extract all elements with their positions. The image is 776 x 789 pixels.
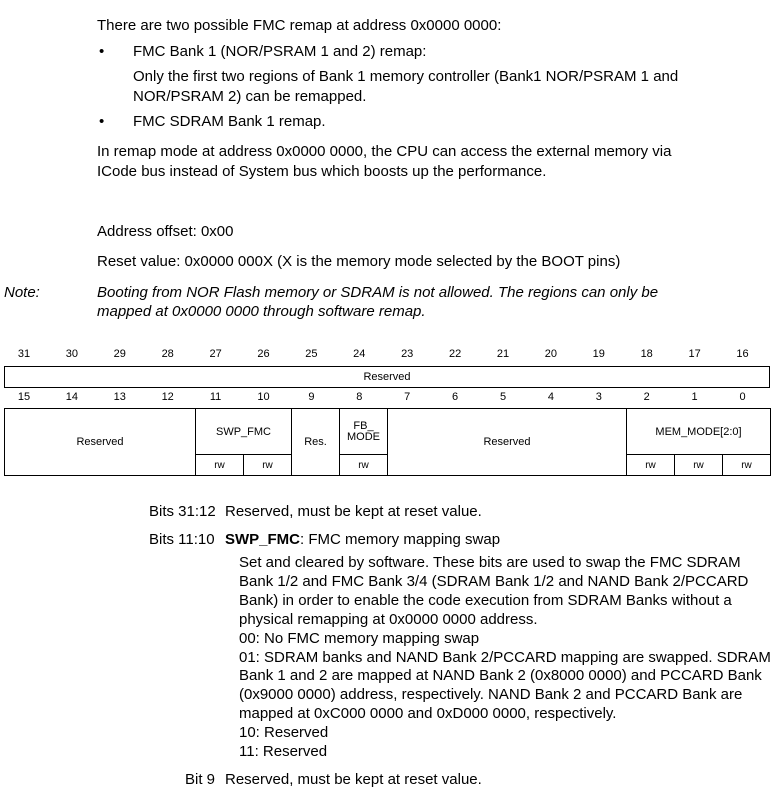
description-line: Bank) in order to enable the code execution from SDRAM Banks without a <box>239 591 732 609</box>
field-title: : FMC memory mapping swap <box>300 531 501 548</box>
address-offset: Address offset: 0x00 <box>97 223 234 240</box>
description-line: 01: SDRAM banks and NAND Bank 2/PCCARD mapping are swapped. SDRAM <box>239 648 771 666</box>
mem-mode-field: MEM_MODE[2:0] <box>627 409 771 455</box>
description-line: Set and cleared by software. These bits are used to swap the FMC SDRAM <box>239 554 741 571</box>
bullet-dot: • <box>99 43 105 60</box>
reserved-field: Reserved <box>5 367 770 388</box>
access-rw: rw <box>340 455 388 476</box>
reset-value: Reset value: 0x0000 000X (X is the memory mode selected by the BOOT pins) <box>97 253 621 270</box>
bit-number: 10 <box>257 391 270 403</box>
bit-number: 23 <box>401 348 414 360</box>
bit-number: 1 <box>691 391 698 403</box>
bit-number: 9 <box>308 391 315 403</box>
bit-number: 13 <box>113 391 126 403</box>
bit-number: 18 <box>640 348 653 360</box>
bit-range: Bits 11:10 <box>149 531 215 548</box>
bit-number: 25 <box>305 348 318 360</box>
access-rw: rw <box>723 455 771 476</box>
access-rw: rw <box>675 455 723 476</box>
paragraph-line: ICode bus instead of System bus which boosts up the performance. <box>97 163 547 180</box>
description-line: 11: Reserved <box>239 743 328 760</box>
bit-number: 24 <box>353 348 366 360</box>
bit-number: 21 <box>496 348 510 360</box>
bit-number: 8 <box>356 391 363 403</box>
bit-range: Bit 9 <box>185 771 216 788</box>
access-rw: rw <box>244 455 292 476</box>
bit-number: 28 <box>161 348 174 360</box>
fb-mode-label: MODE <box>347 430 380 443</box>
swp-fmc-field: SWP_FMC <box>196 409 292 455</box>
note-text: mapped at 0x0000 0000 through software remap. <box>97 303 426 320</box>
bit-number: 5 <box>499 391 507 403</box>
res-field: Res. <box>292 409 340 476</box>
reserved-field: Reserved <box>388 409 627 476</box>
bit-number: 22 <box>448 348 462 360</box>
bit-number: 12 <box>161 391 174 403</box>
bullet-subtext: NOR/PSRAM 2) can be remapped. <box>133 88 367 105</box>
access-rw: rw <box>627 455 675 476</box>
description-line: physical remapping at 0x0000 0000 address. <box>239 610 538 628</box>
bit-number: 6 <box>452 391 459 403</box>
bit-number: 4 <box>547 391 554 403</box>
description-line: 00: No FMC memory mapping swap <box>239 629 480 647</box>
field-name: SWP_FMC <box>225 531 300 548</box>
note-text: Booting from NOR Flash memory or SDRAM is not allowed. The regions can only be <box>97 284 659 301</box>
description-line: 10: Reserved <box>239 724 329 742</box>
paragraph-line: In remap mode at address 0x0000 0000, the CPU can access the external memory via <box>97 143 672 160</box>
bit-number: 17 <box>688 348 701 360</box>
bit-number: 31 <box>17 348 31 360</box>
bit-number: 14 <box>65 391 79 403</box>
bullet-item: FMC Bank 1 (NOR/PSRAM 1 and 2) remap: <box>133 43 427 60</box>
bullet-dot: • <box>99 113 105 130</box>
intro-line: There are two possible FMC remap at address 0x0000 0000: <box>97 17 502 34</box>
bit-number: 19 <box>592 348 605 360</box>
bit-number: 26 <box>257 348 270 360</box>
bullet-item: FMC SDRAM Bank 1 remap. <box>133 113 326 130</box>
description-line: mapped at 0xC000 0000 and 0xD000 0000, respectively. <box>239 705 617 723</box>
bullet-subtext: Only the first two regions of Bank 1 memory controller (Bank1 NOR/PSRAM 1 and <box>133 68 679 85</box>
bit-number: 29 <box>113 348 126 360</box>
bit-description: Reserved, must be kept at reset value. <box>225 771 482 788</box>
bit-description: Reserved, must be kept at reset value. <box>225 503 482 520</box>
bit-description-title <box>225 530 500 549</box>
bit-number: 16 <box>736 348 749 360</box>
description-line: Bank 1 and 2 are mapped at NAND Bank 2 (0x8000 0000) and PCCARD Bank <box>239 667 762 685</box>
bit-number: 2 <box>643 391 650 403</box>
reserved-field: Reserved <box>5 409 196 476</box>
bit-number: 0 <box>739 391 746 403</box>
bit-number: 11 <box>209 391 222 403</box>
note-label: Note: <box>4 284 40 301</box>
register-low-row <box>4 408 771 476</box>
access-rw: rw <box>196 455 244 476</box>
bit-range: Bits 31:12 <box>149 503 216 520</box>
fb-mode-label: FB_ <box>353 419 374 432</box>
bit-number: 20 <box>544 348 558 360</box>
bit-number: 27 <box>209 348 222 360</box>
bit-number: 7 <box>404 391 411 403</box>
fb-mode-field <box>340 409 388 455</box>
bit-number: 30 <box>65 348 79 360</box>
description-line: (0x9000 0000) address, respectively. NAND Bank 2 and PCCARD Bank are <box>239 686 743 704</box>
register-high-row <box>4 366 770 388</box>
description-line: Bank 1/2 and FMC Bank 3/4 (SDRAM Bank 1/2 and NAND Bank 2/PCCARD <box>239 572 749 590</box>
bit-number: 3 <box>595 391 602 403</box>
bit-number: 15 <box>17 391 31 403</box>
